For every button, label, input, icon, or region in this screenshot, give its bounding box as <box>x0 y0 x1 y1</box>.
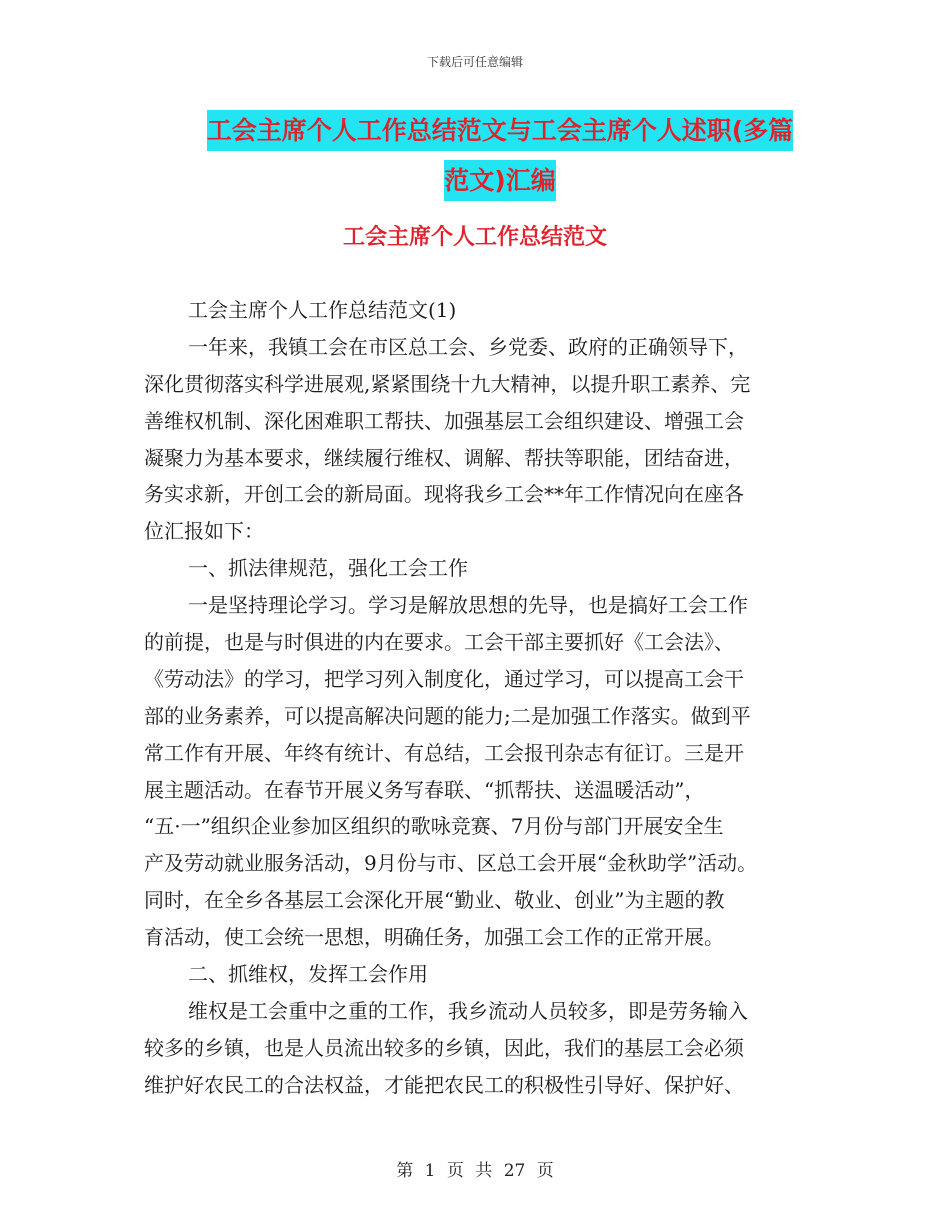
paragraph-line: 位汇报如下： <box>144 519 264 544</box>
document-title-line-2: 范文)汇编 <box>444 160 555 201</box>
paragraph-line: 部的业务素养，可以提高解决问题的能力;二是加强工作落实。做到平 <box>144 703 751 728</box>
paragraph-line: “五·一”组织企业参加区组织的歌咏竞赛、7月份与部门开展安全生 <box>144 814 724 839</box>
paragraph-line: 《劳动法》的学习，把学习列入制度化，通过学习，可以提高工会干 <box>144 666 744 691</box>
body-text <box>144 292 834 1104</box>
paragraph-line: 展主题活动。在春节开展义务写春联、“抓帮扶、送温暖活动”， <box>144 777 705 802</box>
paragraph-line: 维权是工会重中之重的工作，我乡流动人员较多，即是劳务输入 <box>188 998 748 1023</box>
header-note: 下载后可任意编辑 <box>426 55 523 69</box>
paragraph-line: 深化贯彻落实科学进展观,紧紧围绕十九大精神，以提升职工素养、完 <box>144 371 751 396</box>
document-title-line-1: 工会主席个人工作总结范文与工会主席个人述职(多篇 <box>207 110 793 151</box>
paragraph-line: 一年来，我镇工会在市区总工会、乡党委、政府的正确领导下， <box>188 334 748 359</box>
paragraph-line: 的前提，也是与时俱进的内在要求。工会干部主要抓好《工会法》、 <box>144 630 734 655</box>
page-footer: 第 1 页 共 27 页 <box>396 1161 554 1181</box>
paragraph-line: 育活动，使工会统一思想，明确任务，加强工会工作的正常开展。 <box>144 925 724 950</box>
paragraph-line: 一是坚持理论学习。学习是解放思想的先导，也是搞好工会工作 <box>188 593 748 618</box>
paragraph-line: 一、抓法律规范，强化工会工作 <box>188 556 468 581</box>
paragraph-line: 善维权机制、深化困难职工帮扶、加强基层工会组织建设、增强工会 <box>144 408 744 433</box>
paragraph-line: 常工作有开展、年终有统计、有总结，工会报刊杂志有征订。三是开 <box>144 740 744 765</box>
paragraph-line: 同时，在全乡各基层工会深化开展“勤业、敬业、创业”为主题的教 <box>144 888 725 913</box>
document-title <box>150 106 850 206</box>
section-title: 工会主席个人工作总结范文 <box>342 225 607 250</box>
paragraph-line: 二、抓维权，发挥工会作用 <box>188 962 428 987</box>
paragraph-line: 凝聚力为基本要求，继续履行维权、调解、帮扶等职能，团结奋进， <box>144 445 744 470</box>
paragraph-line: 较多的乡镇，也是人员流出较多的乡镇，因此，我们的基层工会必须 <box>144 1035 744 1060</box>
paragraph-line: 产及劳动就业服务活动，9月份与市、区总工会开展“金秋助学”活动。 <box>144 851 758 876</box>
paragraph-line: 务实求新，开创工会的新局面。现将我乡工会**年工作情况向在座各 <box>144 482 744 507</box>
paragraph-line: 工会主席个人工作总结范文(1) <box>188 298 457 322</box>
paragraph-line: 维护好农民工的合法权益，才能把农民工的积极性引导好、保护好、 <box>144 1072 744 1097</box>
